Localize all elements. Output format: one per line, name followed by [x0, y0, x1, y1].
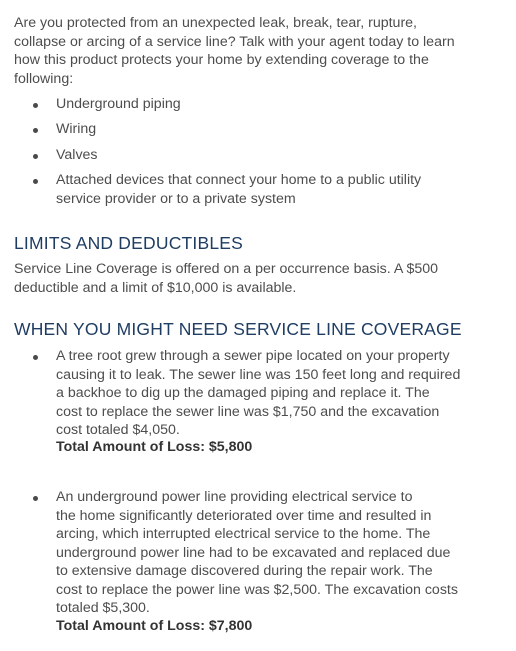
loss-example-line: underground power line had to be excavated and replaced due: [56, 544, 451, 561]
list-item-text: Valves: [56, 147, 98, 163]
loss-example-text: [56, 347, 496, 440]
limits-line: Service Line Coverage is offered on a per occurrence basis. A $500: [14, 261, 439, 277]
bullet-icon: [33, 496, 38, 501]
loss-example-line: cost to replace the sewer line was $1,750 and the excavation: [56, 403, 440, 420]
limits-heading: LIMITS AND DEDUCTIBLES: [14, 233, 244, 253]
bullet-icon: [33, 103, 38, 108]
loss-example-text: [56, 488, 496, 618]
loss-example-line: causing it to leak. The sewer line was 150 feet long and required: [56, 366, 461, 383]
intro-line: following:: [14, 70, 74, 87]
bullet-icon: [33, 179, 38, 184]
limits-line: deductible and a limit of $10,000 is available.: [14, 279, 297, 296]
loss-example-line: totaled $5,300.: [56, 600, 150, 616]
intro-line: Are you protected from an unexpected leak, break, tear, rupture,: [14, 15, 417, 31]
limits-paragraph: [14, 260, 510, 297]
list-item-text: Wiring: [56, 121, 97, 137]
loss-total: Total Amount of Loss: $7,800: [56, 618, 253, 634]
list-item-text: Underground piping: [56, 96, 181, 112]
list-item-line: service provider or to a private system: [56, 190, 296, 207]
loss-example-line: A tree root grew through a sewer pipe located on your property: [56, 348, 450, 364]
loss-example-line: cost to replace the power line was $2,500. The excavation costs: [56, 581, 458, 598]
loss-total: Total Amount of Loss: $5,800: [56, 439, 253, 455]
loss-example-line: to extensive damage discovered during the repair work. The: [56, 563, 433, 579]
loss-example-line: the home significantly deteriorated over time and resulted in: [56, 507, 432, 524]
bullet-icon: [33, 355, 38, 360]
intro-line: how this product protects your home by extending coverage to the: [14, 52, 429, 68]
list-item-text: [56, 171, 496, 208]
loss-example-line: An underground power line providing electrical service to: [56, 489, 413, 505]
loss-example-line: arcing, which interrupted electrical service to the home. The: [56, 526, 431, 542]
intro-paragraph: [14, 14, 510, 88]
list-item-line: Attached devices that connect your home to a public utility: [56, 172, 422, 188]
loss-example-line: a backhoe to dig up the damaged piping and replace it. The: [56, 385, 430, 401]
bullet-icon: [33, 154, 38, 159]
bullet-icon: [33, 128, 38, 133]
loss-example-line: cost totaled $4,050.: [56, 422, 180, 438]
intro-line: collapse or arcing of a service line? Talk with your agent today to learn: [14, 33, 455, 50]
when-heading: WHEN YOU MIGHT NEED SERVICE LINE COVERAGE: [14, 319, 462, 339]
